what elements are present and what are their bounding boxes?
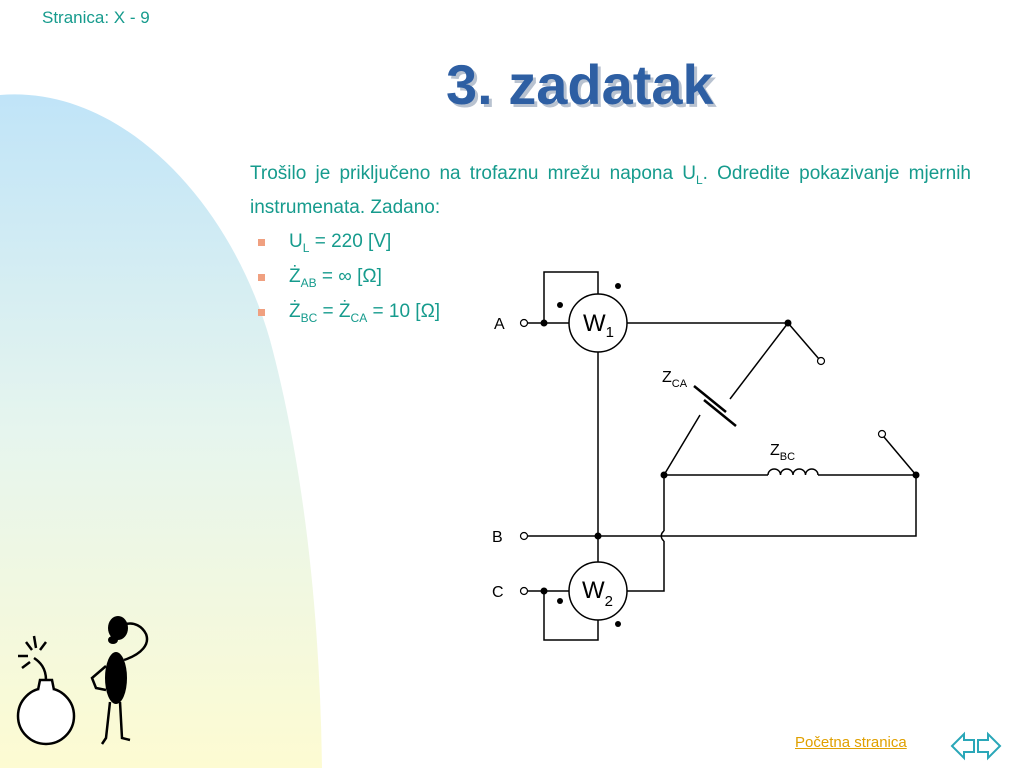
inductor-icon xyxy=(768,469,818,475)
junction-dot xyxy=(785,320,792,327)
capacitor-plate xyxy=(704,400,736,426)
junction-dot xyxy=(661,472,668,479)
polarity-dot xyxy=(557,302,563,308)
w2-right-wire xyxy=(627,541,664,591)
polarity-dot xyxy=(615,621,621,627)
zbc-label: $Z_{BC}$ xyxy=(770,442,796,463)
terminal-c xyxy=(521,588,528,595)
slide-title: 3. zadatak xyxy=(446,53,714,116)
bullet-icon xyxy=(258,239,265,246)
problem-statement: Trošilo je priključeno na trofaznu mrežu napona $U_L$. Odredite pokazivanje mjernih instrumenata. Zadano: xyxy=(250,163,971,218)
open-switch-top xyxy=(788,323,819,359)
polarity-dot xyxy=(557,598,563,604)
navigation-arrows xyxy=(950,728,1002,764)
zca-label: $Z_{CA}$ xyxy=(662,369,688,390)
switch-terminal xyxy=(879,431,886,438)
given-item: $Ż_{BC}$ = $Ż_{CA} = 10$ [Ω] xyxy=(258,301,440,336)
junction-dot xyxy=(913,472,920,479)
label-c: C xyxy=(492,584,504,601)
zca-wire-upper xyxy=(730,323,788,399)
label-b: B xyxy=(492,529,503,546)
given-item: $U_L = 220$ [V] xyxy=(258,231,440,266)
bomb-figure-clipart xyxy=(10,610,170,760)
zca-wire-lower xyxy=(664,415,700,475)
w2-label: $W_2$ xyxy=(582,577,613,610)
page-number: Stranica: X - 9 xyxy=(42,8,150,27)
given-item: $Ż_{AB}$ = ∞ [Ω] xyxy=(258,266,440,301)
terminal-b xyxy=(521,533,528,540)
capacitor-plate xyxy=(694,386,726,412)
terminal-a xyxy=(521,320,528,327)
wire-bottom-loop xyxy=(656,475,916,536)
back-arrow-icon[interactable] xyxy=(952,734,974,758)
circuit-diagram xyxy=(480,255,940,650)
switch-terminal xyxy=(818,358,825,365)
forward-arrow-icon[interactable] xyxy=(978,734,1000,758)
label-a: A xyxy=(494,316,505,333)
home-link[interactable]: Početna stranica xyxy=(795,734,907,751)
junction-dot xyxy=(541,588,548,595)
given-values-list xyxy=(258,231,440,336)
open-switch-right xyxy=(884,437,916,475)
junction-dot xyxy=(595,533,602,540)
w1-label: $W_1$ xyxy=(583,310,614,341)
junction-dot xyxy=(541,320,548,327)
polarity-dot xyxy=(615,283,621,289)
bullet-icon xyxy=(258,309,265,316)
bullet-icon xyxy=(258,274,265,281)
